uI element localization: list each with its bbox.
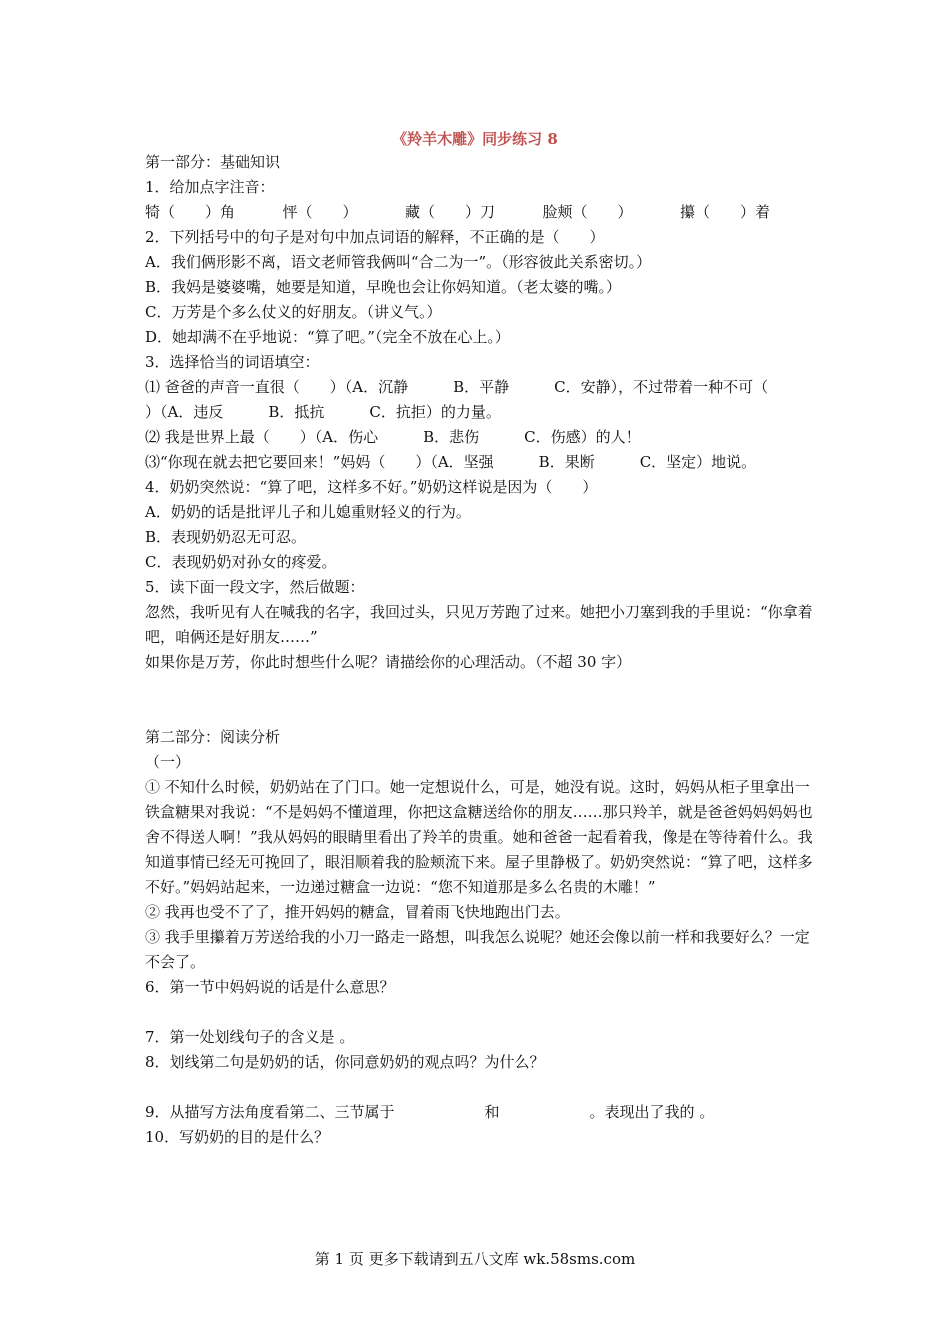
spacer — [145, 675, 815, 725]
question-8: 8．划线第二句是奶奶的话，你同意奶奶的观点吗？为什么？ — [145, 1053, 545, 1071]
question-3-item-3: ⑶“你现在就去把它要回来！”妈妈（ ）（A．坚强 B．果断 C．坚定）地说。 — [145, 453, 757, 471]
pinyin-item: 怦（ ） — [282, 203, 358, 221]
answer-space — [145, 1000, 815, 1025]
question-4-option-a: A．奶奶的话是批评儿子和儿媳重财轻义的行为。 — [145, 503, 471, 521]
pinyin-item: 脸颊（ ） — [542, 203, 633, 221]
pinyin-item: 藏（ ）刀 — [404, 203, 495, 221]
pinyin-item: 犄（ ）角 — [145, 203, 236, 221]
part2-heading: 第二部分：阅读分析 — [145, 728, 281, 746]
question-4: 4．奶奶突然说：“算了吧，这样多不好。”奶奶这样说是因为（ ） — [145, 478, 598, 496]
pinyin-item: 攥（ ）着 — [679, 203, 770, 221]
question-6: 6．第一节中妈妈说的话是什么意思？ — [145, 978, 395, 996]
question-2-option-a: A．我们俩形影不离，语文老师管我俩叫“合二为一”。（形容彼此关系密切。） — [145, 253, 652, 271]
question-3-item-1: ⑴ 爸爸的声音一直很（ ）（A．沉静 B．平静 C．安静），不过带着一种不可（ ）（A．违反 B．抵抗 C．抗拒）的力量。 — [145, 378, 874, 421]
question-5-passage: 忽然，我听见有人在喊我的名字，我回过头，只见万芳跑了过来。她把小刀塞到我的手里说：“你拿着吧，咱俩还是好朋友……” — [145, 603, 813, 646]
question-5-prompt: 如果你是万芳，你此时想些什么呢？请描绘你的心理活动。（不超 30 字） — [145, 653, 632, 671]
question-3: 3．选择恰当的词语填空： — [145, 353, 320, 371]
question-10: 10．写奶奶的目的是什么？ — [145, 1128, 330, 1146]
question-2-option-d: D．她却满不在乎地说：“算了吧。”（完全不放在心上。） — [145, 328, 510, 346]
question-2-option-b: B．我妈是婆婆嘴，她要是知道，早晚也会让你妈知道。（老太婆的嘴。） — [145, 278, 622, 296]
part2-subheading: （一） — [145, 753, 191, 771]
page-footer: 第 1 页 更多下载请到五八文库 wk.58sms.com — [314, 1250, 636, 1268]
part1-heading: 第一部分：基础知识 — [145, 153, 281, 171]
question-1: 1．给加点字注音： — [145, 178, 275, 196]
document-body — [145, 150, 874, 1150]
pinyin-items — [145, 200, 770, 225]
question-2: 2．下列括号中的句子是对句中加点词语的解释，不正确的是（ ） — [145, 228, 605, 246]
question-9: 9．从描写方法角度看第二、三节属于 和 。表现出了我的 。 — [145, 1103, 715, 1121]
question-5: 5．读下面一段文字，然后做题： — [145, 578, 365, 596]
answer-space — [145, 1075, 815, 1100]
reading-paragraph-3: ③ 我手里攥着万芳送给我的小刀一路走一路想，叫我怎么说呢？她还会像以前一样和我要好么？一定不会了。 — [145, 928, 810, 971]
question-2-option-c: C．万芳是个多么仗义的好朋友。（讲义气。） — [145, 303, 442, 321]
question-4-option-b: B．表现奶奶忍无可忍。 — [145, 528, 307, 546]
reading-paragraph-1: ① 不知什么时候，奶奶站在了门口。她一定想说什么，可是，她没有说。这时，妈妈从柜子里拿出一铁盒糖果对我说：“不是妈妈不懂道理，你把这盒糖送给你的朋友……那只羚羊，就是爸爸妈妈妈妈也舍不得送人啊！”我从妈妈的眼睛里看出了羚羊的贵重。她和爸爸一起看着我，像是在等待着什么。我知道事情已经无可挽回了，眼泪顺着我的脸颊流下来。屋子里静极了。奶奶突然说：“算了吧，这样多不好。”妈妈站起来，一边递过糖盒一边说：“您不知道那是多么名贵的木雕！” — [145, 778, 813, 896]
question-4-option-c: C．表现奶奶对孙女的疼爱。 — [145, 553, 337, 571]
document-title: 《羚羊木雕》同步练习 8 — [392, 130, 558, 148]
reading-paragraph-2: ② 我再也受不了了，推开妈妈的糖盒，冒着雨飞快地跑出门去。 — [145, 903, 570, 921]
question-3-item-2: ⑵ 我是世界上最（ ）（A．伤心 B．悲伤 C．伤感）的人！ — [145, 428, 641, 446]
question-7: 7．第一处划线句子的含义是 。 — [145, 1028, 355, 1046]
